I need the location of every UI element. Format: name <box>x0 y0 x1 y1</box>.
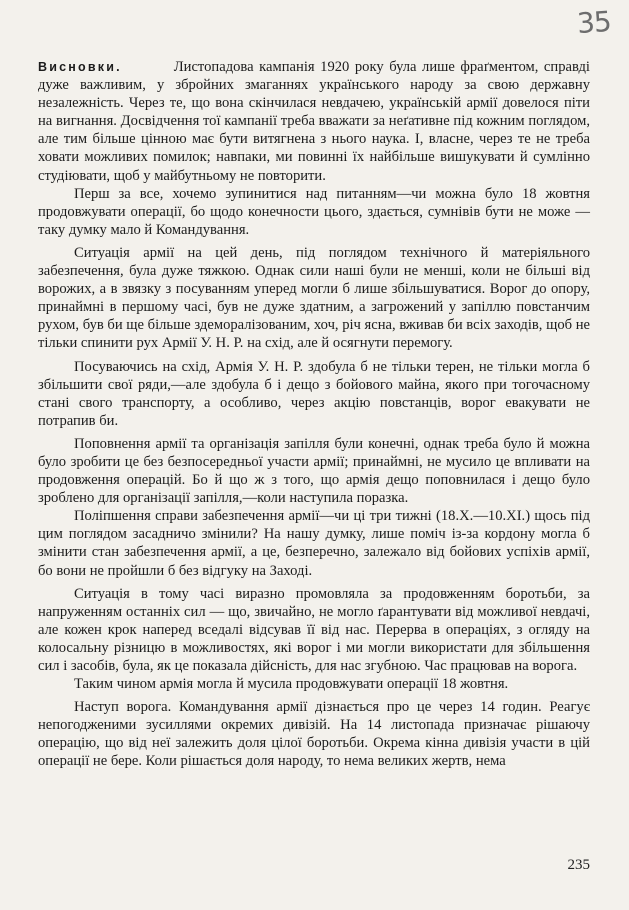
page-number: 235 <box>567 857 590 873</box>
paragraph: Поліпшення справи забезпечення армії—чи ці три тижні (18.X.—10.XI.) щось під цим поглядом засадничо змінили? На нашу думку, лише поміч із-за кордону могла б змінити стан забезпечення армії, а це, безперечно, залежало від бойових успіхів армії, бо вони не пройшли б без відгуку на Заході. <box>38 508 590 579</box>
paragraph <box>38 58 590 185</box>
paragraph: Ситуація армії на цей день, під поглядом технічного й матеріяльного забезпечення, була дуже тяжкою. Однак сили наші були не менші, коли не більші від ворожих, а в звязку з посуванням уперед могли б лише збільшуватися. Ворог до опору, принаймні в першому часі, був не дуже здатним, а загрожений у запіллю повстанчим рухом, був би ще більше здеморалізованим, хоч, річ ясна, вживав би всіх заходів, щоб не тільки спинити рух Армії У. Н. Р. на схід, але й осягнути перемогу. <box>38 244 590 352</box>
body-text <box>38 58 590 771</box>
paragraph: Перш за все, хочемо зупинитися над питанням—чи можна було 18 жовтня продовжувати операції, бо щодо конечности цього, здається, сумнівів бути не може — таку думку мало й Командування. <box>38 185 590 238</box>
paragraph-text: Листопадова кампанія 1920 року була лише фраґментом, справді дуже важливим, у збройних змаганнях українського народу за свою державну незалежність. Через те, що вона скінчилася невдачею, українській армії довелося піти на вигнання. Досвідчення тої кампанії треба вважати за неґативне під кожним поглядом, але тим більше цінною має бути витягнена з нього наука. І, власне, через те не треба ховати можливих помилок; навпаки, ми повинні їх найбільше вишукувати й сумлінно студіювати, щоб у майбутньому не повторити. <box>38 59 590 184</box>
paragraph: Ситуація в тому часі виразно промовляла за продовженням боротьби, за напруженням останніх сил — що, звичайно, не могло ґарантувати від можливої невдачі, але кожен крок наперед вседалі відсував її від нас. Перерва в операціях, з огляду на колосальну різницю в можливостях, які ворог і ми могли використати для збільшення сил і засобів, була, як це показала дійсність, для нас згубною. Час працював на ворога. <box>38 585 590 674</box>
handwritten-page-number: 35 <box>576 4 613 41</box>
paragraph: Посуваючись на схід, Армія У. Н. Р. здобула б не тільки терен, не тільки могла б збільшити свої ряди,—але здобула б і дещо з бойового майна, якого при тогочасному стані свого транспорту, а особливо, через акцію повстанців, ворог евакувати не потрапив би. <box>38 358 590 429</box>
section-heading: Висновки. <box>38 60 122 74</box>
paragraph: Таким чином армія могла й мусила продовжувати операції 18 жовтня. <box>74 676 509 693</box>
paragraph: Наступ ворога. Командування армії дізнається про це через 14 годин. Реагує непогодженими зусиллями окремих дивізій. На 14 листопада призначає рішаючу операцію, що від неї залежить доля цілої боротьби. Окрема кінна дивізія участи в цій операції не бере. Коли рішається доля народу, то нема великих жертв, нема <box>38 699 590 770</box>
paragraph: Поповнення армії та організація запілля були конечні, однак треба було й можна було зробити це без безпосередньої участи армії; принаймні, не мусило це впливати на продовження операцій. Бо й що ж з того, що армія дещо поповнилася і дещо було зроблено для організації запілля,—коли наступила поразка. <box>38 435 590 507</box>
